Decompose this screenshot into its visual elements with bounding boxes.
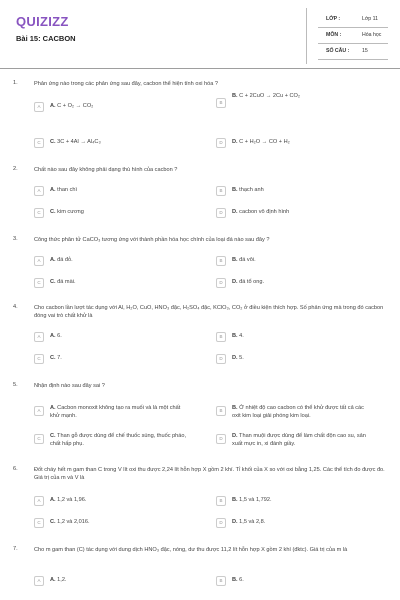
option-prefix: A.: [50, 405, 56, 411]
worksheet-title: Bài 15: CACBON: [16, 34, 76, 43]
header-divider: [306, 8, 307, 64]
option-prefix: C.: [50, 279, 56, 285]
option-letter-box: B: [216, 98, 226, 108]
option-prefix: D.: [232, 519, 238, 525]
option-text: C + 2CuO → 2Cu + CO₂: [239, 93, 301, 99]
option-prefix: C.: [50, 209, 56, 215]
option-prefix: D.: [232, 433, 238, 439]
option-text: Than muội được dùng để làm chất độn cao su, sản xuất mực in, xi đánh giầy.: [232, 433, 366, 447]
option-text: Than gỗ được dùng để chế thuốc súng, thuốc pháo, chất hấp phụ.: [50, 433, 187, 447]
option-prefix: D.: [232, 209, 238, 215]
question-text: Đốt cháy hết m gam than C trong V lít oxi thu được 2,24 lít hỗn hợp X gồm 2 khí. Tỉ khối của X so với oxi bằng 1,25. Các thể tích đo được đo. Giá trị của m và V là: [34, 467, 385, 481]
meta-divider: [318, 59, 388, 60]
option-letter-box: B: [216, 332, 226, 342]
option-prefix: A.: [50, 257, 56, 263]
option-prefix: B.: [232, 577, 238, 583]
option-letter-box: C: [34, 138, 44, 148]
option-text: than chì: [57, 187, 78, 193]
question-text: Cho m gam than (C) tác dụng với dung dịch HNO₃ đặc, nóng, dư thu được 11,2 lít hỗn hợp X gồm 2 khí (đktc). Giá trị của m là: [34, 547, 348, 553]
option-letter-box: A: [34, 406, 44, 416]
worksheet-header: [0, 0, 400, 70]
question-number: 5.: [13, 382, 18, 388]
option-letter-box: B: [216, 256, 226, 266]
meta-divider: [318, 27, 388, 28]
option-prefix: B.: [232, 333, 238, 339]
question-text: Công thức phân tử CaCO₃ tương ứng với thành phần hóa học chính của loại đá nào sau đây ?: [34, 237, 270, 243]
option-letter-box: A: [34, 332, 44, 342]
option-text: 1,2 và 2,016.: [57, 519, 90, 525]
option-prefix: B.: [232, 257, 238, 263]
option-prefix: D.: [232, 139, 238, 145]
option-text: 1,2 và 1,96.: [57, 497, 87, 503]
option-text: Cacbon monoxit không tạo ra muối và là một chất khử mạnh.: [50, 405, 181, 419]
question-number: 7.: [13, 546, 18, 552]
option-prefix: C.: [50, 139, 56, 145]
worksheet-meta: [318, 10, 388, 62]
option-prefix: A.: [50, 497, 56, 503]
option-text: đá tổ ong.: [239, 279, 265, 285]
option-prefix: A.: [50, 577, 56, 583]
option-letter-box: A: [34, 256, 44, 266]
option-d[interactable]: [216, 432, 386, 448]
option-prefix: C.: [50, 519, 56, 525]
quizizz-logo: QUIZIZZ: [16, 14, 69, 29]
question-text: Chất nào sau đây không phải dạng thù hình của cacbon ?: [34, 167, 178, 173]
option-text: 5.: [239, 355, 244, 361]
option-text: 6.: [57, 333, 62, 339]
option-text: 1,5 và 2,8.: [239, 519, 266, 525]
meta-divider: [318, 43, 388, 44]
option-letter-box: C: [34, 434, 44, 444]
option-text: cacbon vô định hình: [239, 209, 290, 215]
question-number: 2.: [13, 166, 18, 172]
option-a[interactable]: [34, 404, 204, 420]
question-number: 4.: [13, 304, 18, 310]
meta-value: 15: [362, 48, 368, 54]
option-text: thạch anh: [239, 187, 264, 193]
meta-key: SỐ CÂU :: [326, 48, 350, 54]
option-letter-box: B: [216, 496, 226, 506]
option-prefix: B.: [232, 497, 238, 503]
option-letter-box: D: [216, 434, 226, 444]
option-text: 7.: [57, 355, 62, 361]
option-text: C + H₂O → CO + H₂: [239, 139, 290, 145]
option-text: đá vôi.: [239, 257, 256, 263]
option-prefix: A.: [50, 103, 56, 109]
option-text: 6.: [239, 577, 244, 583]
option-letter-box: C: [34, 208, 44, 218]
option-text: 1,5 và 1,792.: [239, 497, 272, 503]
option-letter-box: A: [34, 102, 44, 112]
option-letter-box: D: [216, 138, 226, 148]
question-text: Phản ứng nào trong các phản ứng sau đây, cacbon thể hiện tính oxi hóa ?: [34, 81, 219, 87]
meta-value: Lớp 11: [362, 16, 378, 22]
option-prefix: A.: [50, 187, 56, 193]
option-prefix: C.: [50, 433, 56, 439]
question-number: 3.: [13, 236, 18, 242]
option-text: 3C + 4Al → Al₄C₃: [57, 139, 101, 145]
meta-key: MÔN :: [326, 32, 342, 38]
option-letter-box: B: [216, 186, 226, 196]
option-letter-box: D: [216, 354, 226, 364]
meta-row-class: [318, 14, 388, 30]
header-rule: [0, 68, 400, 69]
meta-row-subject: [318, 30, 388, 46]
option-letter-box: A: [34, 576, 44, 586]
option-c[interactable]: [34, 432, 204, 448]
option-letter-box: C: [34, 278, 44, 288]
option-letter-box: D: [216, 208, 226, 218]
option-text: kim cương: [57, 209, 84, 215]
question-text: Nhận định nào sau đây sai ?: [34, 383, 105, 389]
option-letter-box: D: [216, 278, 226, 288]
option-text: C + O₂ → CO₂: [57, 103, 94, 109]
option-b[interactable]: [216, 404, 386, 420]
option-letter-box: B: [216, 576, 226, 586]
option-prefix: D.: [232, 355, 238, 361]
option-prefix: B.: [232, 405, 238, 411]
question-number: 6.: [13, 466, 18, 472]
option-prefix: B.: [232, 187, 238, 193]
question-number: 1.: [13, 80, 18, 86]
option-prefix: D.: [232, 279, 238, 285]
meta-key: LỚP :: [326, 16, 341, 22]
option-text: đá đỏ.: [57, 257, 73, 263]
option-letter-box: D: [216, 518, 226, 528]
option-letter-box: C: [34, 354, 44, 364]
option-prefix: A.: [50, 333, 56, 339]
option-prefix: C.: [50, 355, 56, 361]
question-text: Cho cacbon lần lượt tác dụng với Al, H₂O, CuO, HNO₃ đặc, H₂SO₄ đặc, KClO₃, CO₂ ở điều kiện thích hợp. Số phản ứng mà trong đó cacbon đóng vai trò chất khử là: [34, 305, 384, 319]
option-text: đá mài.: [57, 279, 76, 285]
option-text: 1,2.: [57, 577, 67, 583]
option-letter-box: C: [34, 518, 44, 528]
option-text: 4.: [239, 333, 244, 339]
option-prefix: B.: [232, 93, 238, 99]
option-letter-box: A: [34, 496, 44, 506]
option-letter-box: B: [216, 406, 226, 416]
option-text: Ở nhiệt độ cao cacbon có thể khử được tất cả các oxit kim loại giải phóng kim loại.: [232, 405, 364, 419]
option-letter-box: A: [34, 186, 44, 196]
meta-row-count: [318, 46, 388, 62]
meta-value: Hóa học: [362, 32, 382, 38]
